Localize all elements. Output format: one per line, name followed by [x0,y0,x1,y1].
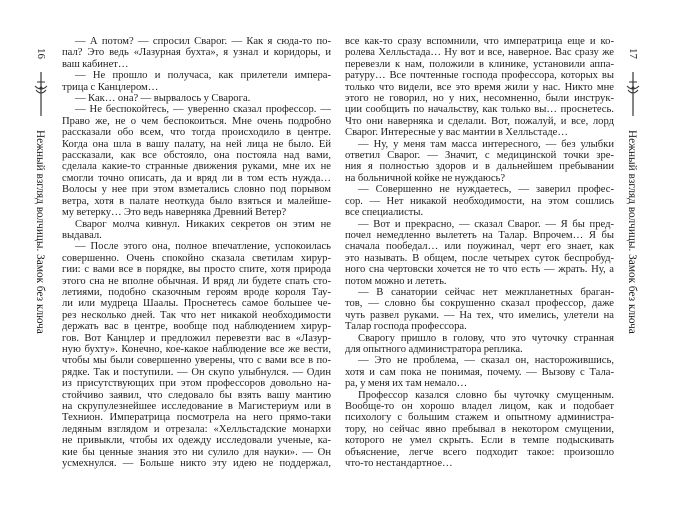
text-line: ролева Хелльстада… Ну вот и все, наверное. Вас сразу же [345,47,614,59]
text-line: ции сообщить по начальству, как только вы… проснетесь. [345,104,614,116]
text-line: Когда она шла в вашу палату, на ней лица не было. Ей [62,138,331,150]
text-line: кие бы ценные знания это ни сулило для науки». — Он [62,446,331,458]
text-line: ратуру… Все почтенные господа профессора, которых вы [345,70,614,82]
running-title: Нежный взгляд волчицы. Замок без ключа [626,130,638,334]
text-line: — Как… она? — вырвалось у Сварога. [75,93,251,105]
sword-ornament-icon [625,72,641,116]
text-line: рез несколько дней. Так что нет никакой необходимости [62,309,331,321]
text-line: Сварог молча кивнул. Никаких секретов он этим не [75,218,331,230]
text-line: смогли точно описать, да и вряд ли в том есть нужда… [62,172,331,184]
text-line: — Не беспокойтесь, — уверенно сказал профессор. — [75,104,331,116]
text-line: ра, у меня их там немало… [345,378,468,390]
text-line: чтобы мы были совершенно уверены, что с вами все в по- [62,355,331,367]
text-line: трица с Канцлером… [62,81,159,93]
text-line: что-то нестандартное… [345,458,453,470]
text-line: гии: с вами все в порядке, вы просто спите, хотя природа [62,264,331,276]
left-running-header [33,40,49,480]
text-line: все как-то сразу вспомнили, что императрица еще и ко- [345,36,614,47]
text-line: только что видели, все это время жили у нас. Никто мне [345,81,614,93]
text-line: — А потом? — спросил Сварог. — Как я сюда-то по- [75,36,331,47]
text-line: — Это не проблема, — сказал он, насторожившись, [358,355,614,367]
text-line: рассказали обо всем, что тогда происходило в центре. [62,127,331,139]
text-line: Талар господа профессора. [345,321,467,333]
text-line: тору, но сейчас явно пребывал в некотором смущении, [345,423,614,435]
text-line: тов, — словно бы сокрушенно сказал профессор, даже [345,298,614,310]
text-line: — Вот и прекрасно, — сказал Сварог. — Я бы пред- [358,218,614,230]
right-page-text [345,36,614,469]
text-line: потом можно и лететь. [345,275,447,287]
page-number: 16 [35,48,47,59]
text-line: усмехнулся. — Больше никто эту идею не поддержал, [62,458,331,470]
text-line: держать вас в центре, вообще под наблюдением хирур- [62,321,331,333]
text-line: летиями, подобно сказочным героям вроде короля Тау- [62,286,331,298]
text-line: ную бухту». Конечно, кое-какое наблюдение все же вести, [62,343,331,355]
text-line: это называть. В общем, после четырех суток беспробуд- [345,252,614,264]
text-line: на больничной койке не нуждаюсь? [345,172,506,184]
text-line: — В санатории сейчас нет межпланетных браган- [358,286,614,298]
text-line: психологу с большим стажем и опытному администра- [345,412,614,424]
text-line: для опытного администратора реплика. [345,343,523,355]
text-line: Сварогу пришло в голову, что это чуточку странная [358,332,614,344]
text-line: сначала пообедал… или поужинал, черт его знает, как [345,241,614,253]
text-line: почел немедленно вылететь на Талар. Впрочем… Я бы [345,229,614,241]
text-line: Что они наверняка и сделали. Вот, пожалуй, и все, лорд [345,115,614,127]
text-line: хотя и сам пока не понимая, почему. — Вызову с Тала- [345,366,614,378]
text-line: — Ну, у меня там масса интересного, — без улыбки [358,138,614,150]
text-line: все специалисты. [345,207,424,219]
text-line: Волосы у нее при этом взметались словно под порывом [62,184,331,196]
text-line: сор. — Нет никакой необходимости, на этом сошлись [345,195,614,207]
text-line: му ветерку… Это ведь наверняка Древний Ветер? [62,207,287,219]
text-line: ваш кабинет… [62,58,129,70]
text-line: Вообще-то он хорошо владел лицом, как и подобает [345,401,614,412]
text-line: ного сна чертовски хочется не то что есть — жрать. Ну, а [345,264,614,276]
text-line: совершенно. Очень спокойно сказала светилам хирур- [62,252,331,264]
text-line: чуть развел руками. — На тех, что имелись, улетели на [345,309,614,321]
text-line: стойчиво заявил, что следовало бы взять вашу мантию [62,389,331,401]
text-line: ли или мудреца Шаалы. Проснетесь самое большее че- [62,298,331,310]
text-line: которого не умел скрыть. Если в темпе подыскивать [345,435,614,447]
text-line: этого не говорил, но у них, несомненно, были инструк- [345,93,614,105]
sword-ornament-icon [33,72,49,116]
text-line: — Совершенно не нуждаетесь, — заверил профес- [358,184,614,196]
text-line: ответил Сварог. — Значит, с медицинской точки зре- [345,150,614,162]
running-title: Нежный взгляд волчицы. Замок без ключа [34,130,46,334]
right-running-header [625,40,641,480]
page-number: 17 [627,48,639,59]
text-line: Технион. Императрица посмотрела на него прямо-таки [62,412,331,424]
text-line: объяснение, легче всего подходит такое: произошло [345,446,614,458]
text-line: выдавал. [62,229,102,241]
left-page-text [62,36,331,469]
text-line: на скрупулезнейшее исследование в Магистериум или в [62,401,331,412]
text-line: — После этого она, полное впечатление, успокоилась [75,241,331,253]
text-line: из присутствующих при этом профессоров довольно на- [62,378,331,390]
text-line: не привыкли, чтобы их одежду исследовали ученые, ка- [62,435,331,447]
text-line: ветра, хотя в палате неоткуда было взяться и малейше- [62,195,331,207]
text-line: гов. Вот Канцлер и предложил перевезти вас в «Лазур- [62,332,331,344]
text-line: этого сна не вполне обычная. И вряд ли будете спать сто- [62,275,331,287]
text-line: рассказали, как все обстояло, она постояла над вами, [62,150,331,162]
text-line: пал? Это ведь «Лазурная бухта», я узнал и коридоры, и [62,47,331,59]
text-line: рядке. Так и поступили. — Он скупо улыбнулся. — Один [62,366,331,378]
text-line: сделала какие-то странные движения руками, мне их не [62,161,331,173]
text-line: перевезли к нам, положили в клинике, установили аппа- [345,58,614,70]
text-line: Сварог. Интересные у вас мантии в Хелльстаде… [345,127,568,139]
text-line: — Не прошло и получаса, как прилетели импера- [75,70,331,82]
text-line: ледяным взглядом и отрезала: «Хелльстадские монархи [62,423,331,435]
text-line: ния я полностью здоров и в дальнейшем пребывании [345,161,614,173]
text-line: Право же, не о чем беспокоиться. Мне очень подробно [62,115,331,127]
text-line: Профессор казался словно бы чуточку смущенным. [358,389,614,401]
